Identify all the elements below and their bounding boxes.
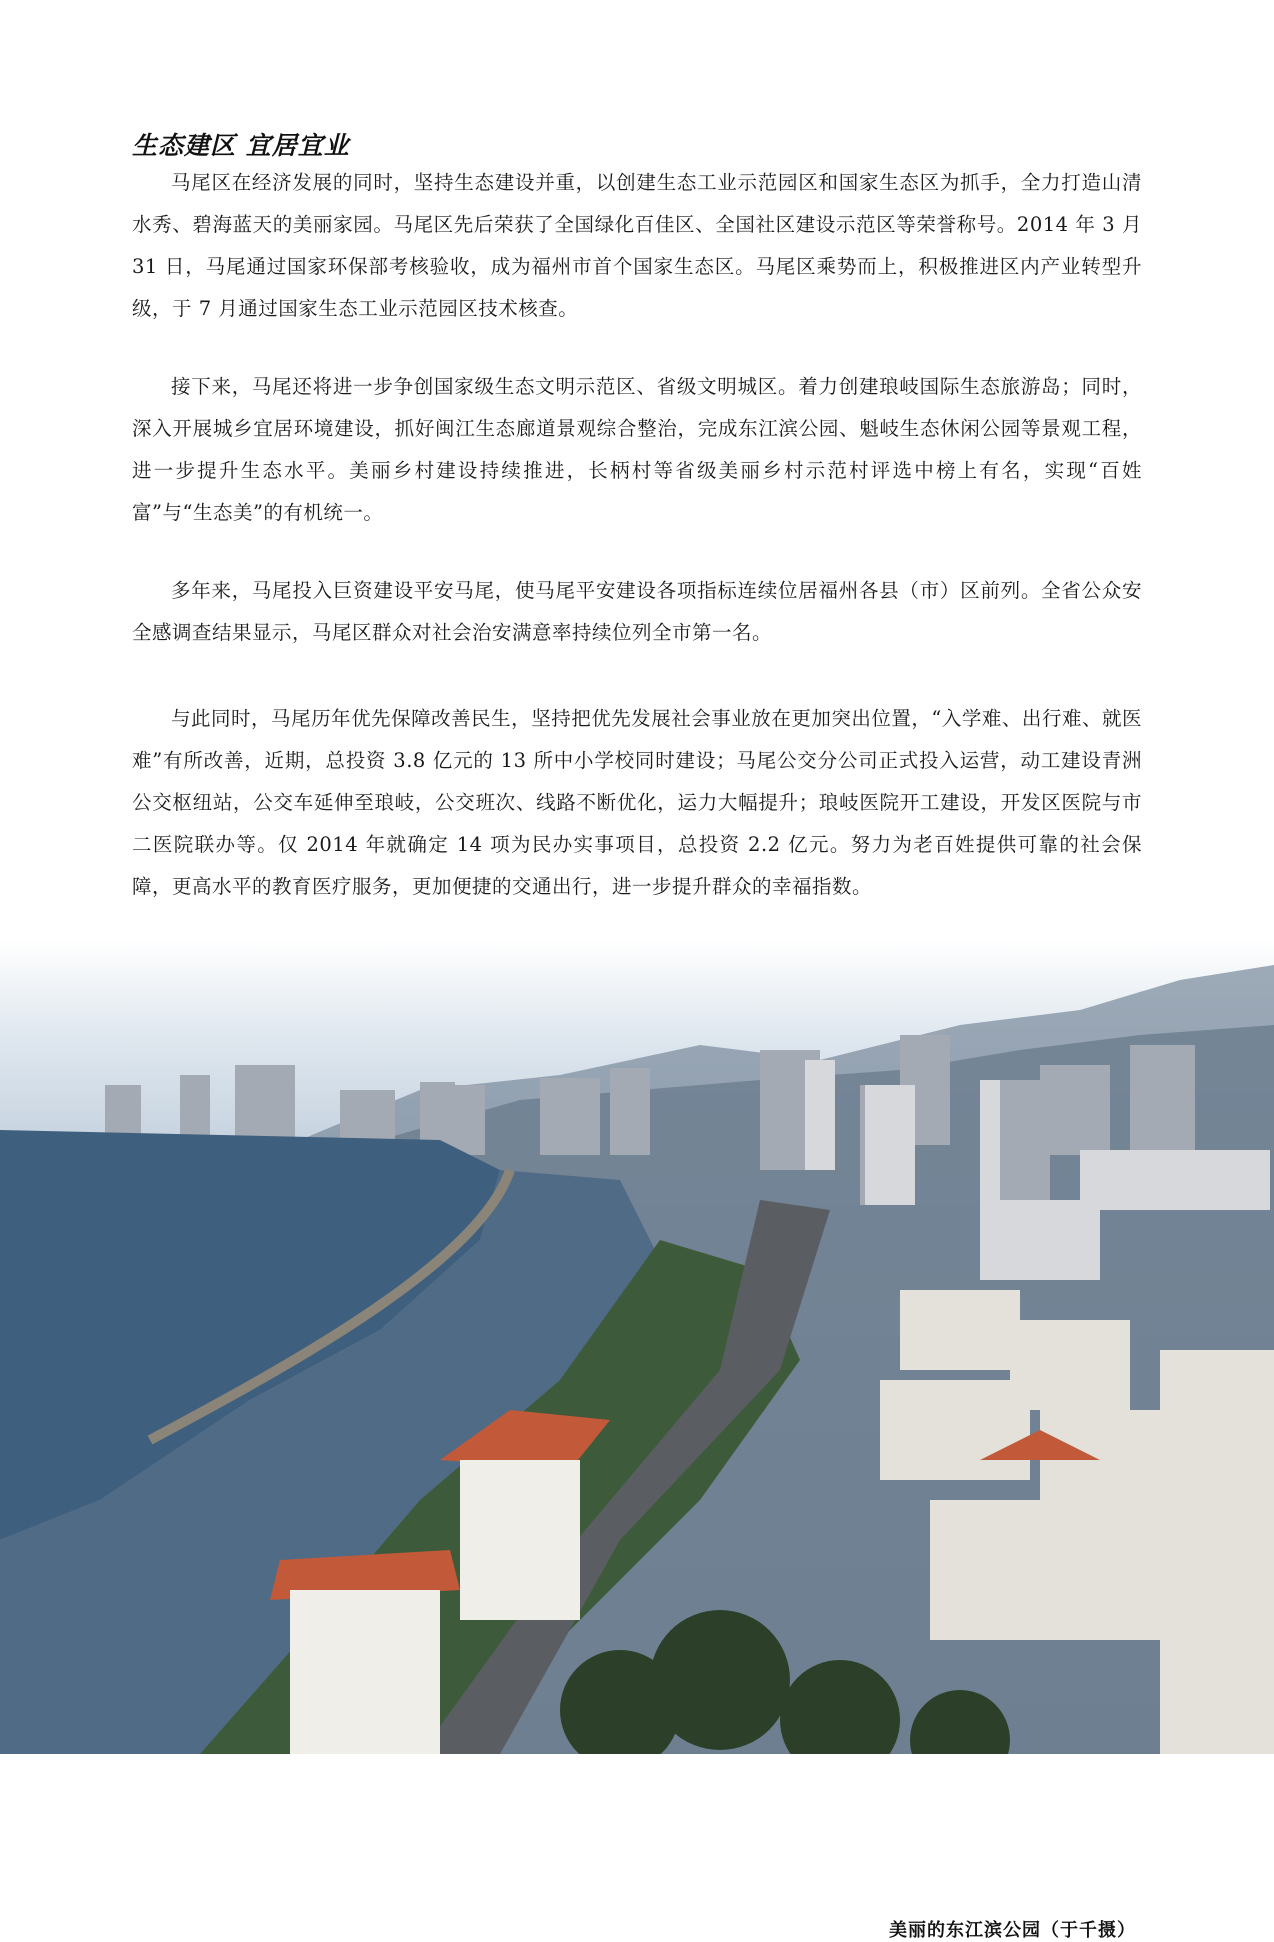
section-heading: 生态建区 宜居宜业 bbox=[132, 131, 350, 160]
photo-caption: 美丽的东江滨公园（于千摄） bbox=[889, 1920, 1136, 1941]
paragraph-livelihood: 与此同时，马尾历年优先保障改善民生，坚持把优先发展社会事业放在更加突出位置，“入学难、出行难、就医难”有所改善，近期，总投资 3.8 亿元的 13 所中小学校同时建设；马尾公交分公司正式投入运营，动工建设青洲公交枢纽站，公交车延伸至琅岐，公交班次、线路不断优化，运力大幅提升；琅岐医院开工建设，开发区医院与市二医院联办等。仅 2014 年就确定 14 项为民办实事项目，总投资 2.2 亿元。努力为老百姓提供可靠的社会保障，更高水平的教育医疗服务，更加便捷的交通出行，进一步提升群众的幸福指数。 bbox=[132, 707, 1142, 898]
paragraph-ecology: 马尾区在经济发展的同时，坚持生态建设并重，以创建生态工业示范园区和国家生态区为抓手，全力打造山清水秀、碧海蓝天的美丽家园。马尾区先后荣获了全国绿化百佳区、全国社区建设示范区等荣誉称号。2014 年 3 月 31 日，马尾通过国家环保部考核验收，成为福州市首个国家生态区。马尾区乘势而上，积极推进区内产业转型升级，于 7 月通过国家生态工业示范园区技术核查。 bbox=[132, 171, 1142, 320]
paragraph-next-steps: 接下来，马尾还将进一步争创国家级生态文明示范区、省级文明城区。着力创建琅岐国际生态旅游岛；同时，深入开展城乡宜居环境建设，抓好闽江生态廊道景观综合整治，完成东江滨公园、魁岐生态休闲公园等景观工程，进一步提升生态水平。美丽乡村建设持续推进，长柄村等省级美丽乡村示范村评选中榜上有名，实现“百姓富”与“生态美”的有机统一。 bbox=[132, 375, 1142, 524]
paragraph-safety: 多年来，马尾投入巨资建设平安马尾，使马尾平安建设各项指标连续位居福州各县（市）区前列。全省公众安全感调查结果显示，马尾区群众对社会治安满意率持续位列全市第一名。 bbox=[132, 579, 1142, 644]
city-park-photo bbox=[0, 940, 1274, 1941]
cityscape-illustration bbox=[0, 940, 1274, 1754]
